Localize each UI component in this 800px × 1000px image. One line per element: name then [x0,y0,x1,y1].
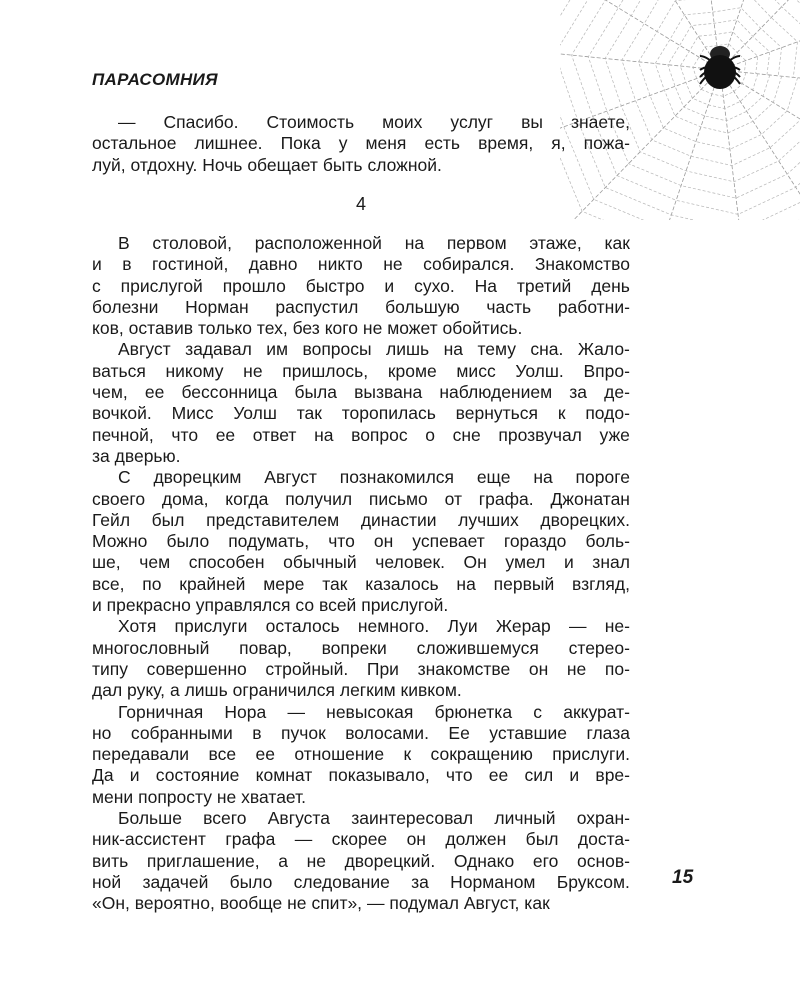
page-number: 15 [672,867,694,888]
spider-web-icon [560,0,800,220]
text-line: вочкой. Мисс Уолш так торопилась вернуться к подо- [92,403,630,424]
text-line: ваться никому не пришлось, кроме мисс Уолш. Впро- [92,360,630,381]
text-line: с прислугой прошло быстро и сухо. На третий день [92,275,630,296]
paragraph [92,467,630,616]
text-line: типу совершенно стройный. При знакомстве он не по- [92,658,630,679]
paragraph [92,339,630,467]
text-line: Можно было подумать, что он успевает гораздо боль- [92,531,630,552]
text-line: ков, оставив только тех, без кого не может обойтись. [92,318,523,339]
text-line: Горничная Нора — невысокая брюнетка с аккурат- [118,701,630,722]
text-line: но собранными в пучок волосами. Ее уставшие глаза [92,722,630,743]
paragraph [92,616,630,701]
text-line: «Он, вероятно, вообще не спит», — подумал Август, как [92,893,550,914]
text-line: чем, ее бессонница была вызвана наблюдением за де- [92,382,630,403]
text-line: Гейл был представителем династии лучших дворецких. [92,509,630,530]
text-line: Август задавал им вопросы лишь на тему сна. Жало- [118,339,630,360]
paragraph [92,808,630,914]
text-line: остальное лишнее. Пока у меня есть время, я, пожа- [92,133,630,154]
running-head: ПАРАСОМНИЯ [92,70,218,89]
text-line: вить приглашение, а не дворецкий. Однако его основ- [92,850,630,871]
text-line: все, по крайней мере так казалось на первый взгляд, [92,573,630,594]
body-text [92,233,630,915]
text-line: Да и состояние комнат показывало, что ее сил и вре- [92,765,630,786]
text-line: за дверью. [92,445,181,466]
spider-icon [700,46,740,89]
text-line: передавали все ее отношение к сокращению прислуги. [92,744,630,765]
text-line: многословный повар, вопреки сложившемуся стерео- [92,637,630,658]
text-line: Хотя прислуги осталось немного. Луи Жерар — не- [118,616,630,637]
paragraph [92,233,630,339]
text-line: ше, чем способен обычный человек. Он умел и знал [92,552,630,573]
text-line: луй, отдохну. Ночь обещает быть сложной. [92,154,442,175]
text-line: С дворецким Август познакомился еще на пороге [118,467,630,488]
intro-paragraph [92,112,630,176]
text-line: дал руку, а лишь ограничился легким кивком. [92,680,462,701]
text-line: болезни Норман распустил большую часть работни- [92,296,630,317]
text-line: и прекрасно управлялся со всей прислугой. [92,595,449,616]
text-line: печной, что ее ответ на вопрос о сне прозвучал уже [92,424,630,445]
paragraph [92,702,630,808]
chapter-number: 4 [355,194,366,214]
text-line: своего дома, когда получил письмо от графа. Джонатан [92,488,630,509]
text-line: Больше всего Августа заинтересовал личный охран- [118,808,630,829]
text-line: и в гостиной, давно никто не собирался. Знакомство [92,254,630,275]
text-line: ник-ассистент графа — скорее он должен был доста- [92,829,630,850]
text-line: — Спасибо. Стоимость моих услуг вы знаете, [118,112,630,132]
text-line: мени попросту не хватает. [92,786,307,807]
paragraph [92,112,630,176]
text-line: ной задачей было следование за Норманом Бруксом. [92,871,630,892]
text-line: В столовой, расположенной на первом этаже, как [118,233,630,253]
